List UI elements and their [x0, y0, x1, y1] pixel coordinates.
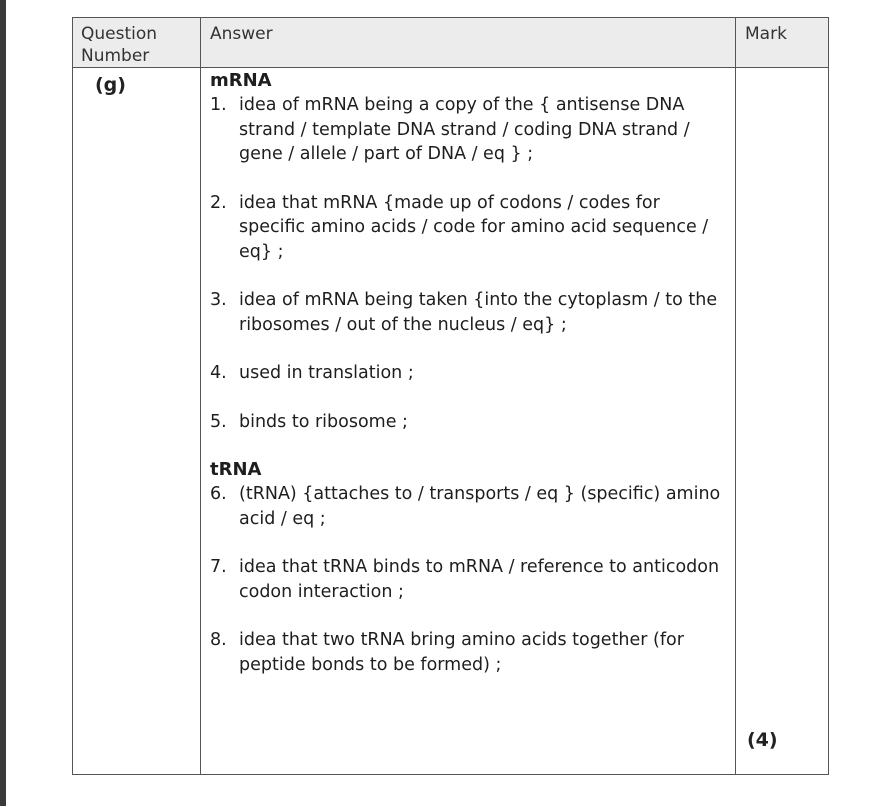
item-text: (tRNA) {attaches to / transports / eq } (specific) amino acid / eq ;	[239, 484, 721, 529]
item-number: 4.	[210, 363, 227, 383]
list-item	[210, 93, 730, 167]
list-item	[210, 555, 730, 604]
header-question-number: Question Number	[81, 24, 158, 66]
header-mark: Mark	[745, 24, 787, 44]
list-item	[210, 410, 730, 435]
list-item	[210, 482, 730, 531]
item-number: 7.	[210, 557, 227, 577]
item-number: 8.	[210, 630, 227, 650]
list-item	[210, 628, 730, 677]
item-text: idea that mRNA {made up of codons / codes for specific amino acids / code for amino acid sequence / eq} ;	[239, 192, 709, 262]
item-text: idea that two tRNA bring amino acids together (for peptide bonds to be formed) ;	[239, 630, 684, 675]
item-text: idea that tRNA binds to mRNA / reference to anticodon codon interaction ;	[239, 557, 720, 602]
item-number: 5.	[210, 411, 227, 432]
table-header-row	[73, 18, 828, 68]
header-answer: Answer	[210, 24, 273, 44]
item-text: binds to ribosome ;	[239, 411, 408, 432]
item-number: 6.	[210, 484, 227, 504]
section-title-mrna: mRNA	[210, 70, 272, 91]
column-divider-2	[735, 18, 736, 774]
list-item	[210, 288, 730, 337]
section-title-trna: tRNA	[210, 459, 262, 480]
question-number: (g)	[95, 74, 126, 96]
list-item	[210, 361, 730, 386]
item-text: idea of mRNA being taken {into the cytoplasm / to the ribosomes / out of the nucleus / eq} ;	[239, 290, 718, 335]
mark-scheme-table	[72, 17, 829, 775]
answer-content	[210, 69, 730, 677]
mark-total: (4)	[747, 729, 778, 751]
item-text: used in translation ;	[239, 363, 414, 383]
item-number: 3.	[210, 290, 227, 310]
viewer-edge	[0, 0, 6, 806]
list-item	[210, 191, 730, 265]
item-number: 2.	[210, 192, 227, 213]
column-divider-1	[200, 18, 201, 774]
item-number: 1.	[210, 95, 227, 115]
item-text: idea of mRNA being a copy of the { antisense DNA strand / template DNA strand / coding DNA strand / gene / allele / part of DNA / eq } ;	[239, 95, 690, 164]
